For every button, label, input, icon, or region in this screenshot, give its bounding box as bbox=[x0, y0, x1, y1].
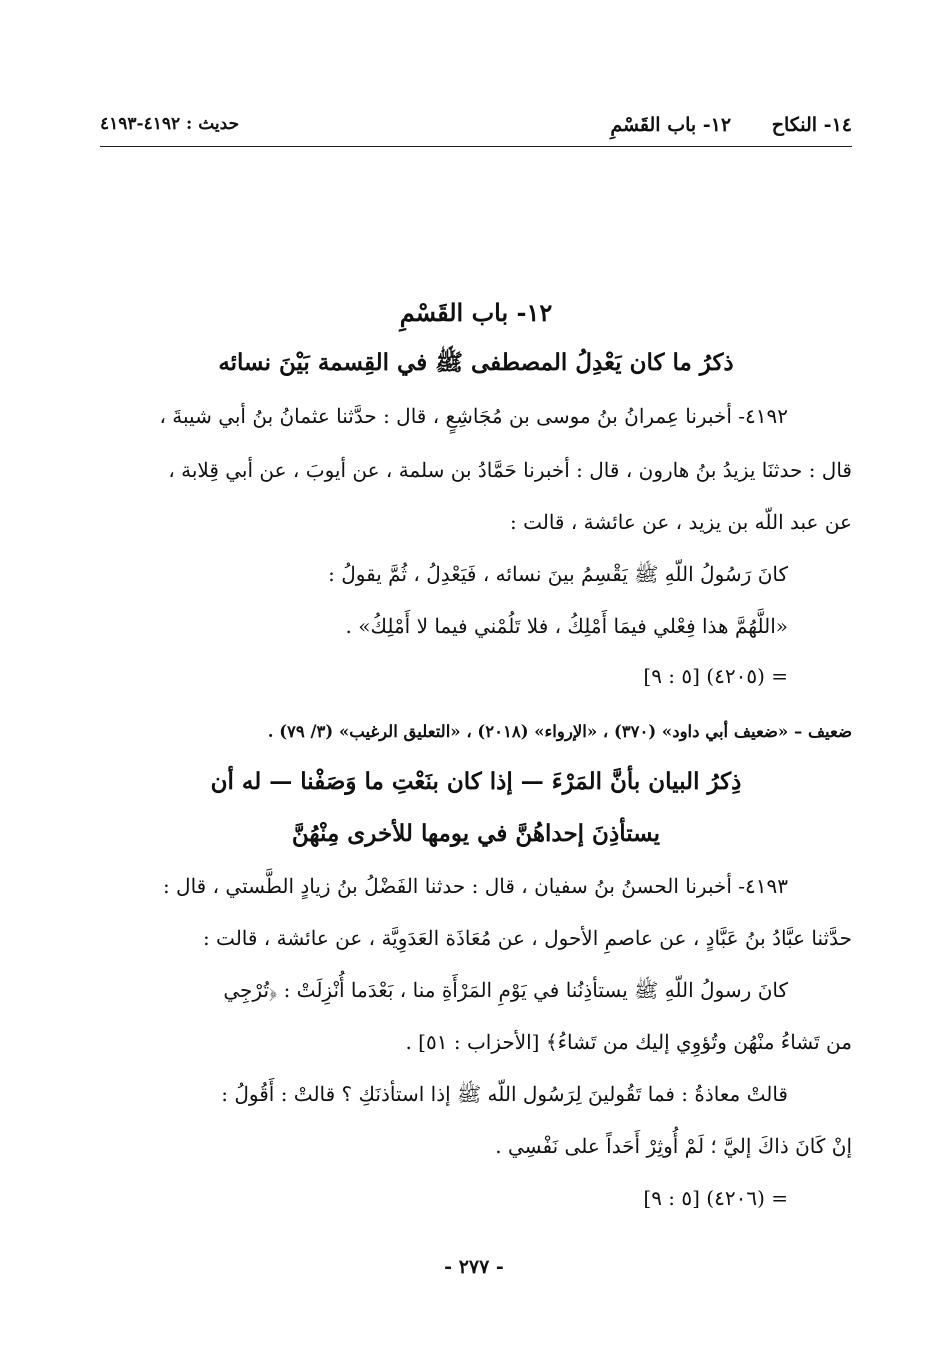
hadith-4193-line-2: حدَّثنا عبَّادُ بنُ عَبَّادٍ ، عن عاصمِ الأحول ، عن مُعَاذَة العَدَوِيَّة ، عن عائشة ، قالت : bbox=[202, 926, 852, 950]
chapter-title: ١٢- باب القَسْمِ bbox=[399, 298, 553, 327]
header-chapter: ١٤- النكاح bbox=[771, 114, 852, 136]
hadith-4192-line-3: عن عبد اللّه بن يزيد ، عن عائشة ، قالت : bbox=[509, 510, 852, 534]
heading-fairness: ذكرُ ما كان يَعْدِلُ المصطفى ﷺ في القِسمة بَيْنَ نسائه bbox=[218, 349, 734, 376]
hadith-4192-crossref: = (٤٢٠٥) [٥ : ٩] bbox=[643, 664, 788, 688]
heading-permission-line-2: يستأذِنَ إحداهُنَّ في يومها للأخرى مِنْهُنَّ bbox=[291, 820, 661, 847]
hadith-4193-line-3: كانَ رسولُ اللّهِ ﷺ يستأذِنُنا في يَوْمِ المَرْأَةِ منا ، بَعْدَما أُنْزِلَتْ : ﴿تُرْجِي bbox=[223, 978, 788, 1002]
header-chapter-section bbox=[610, 114, 852, 136]
grading-note: ضعيف – «ضعيف أبي داود» (٣٧٠) ، «الإرواء» (٢٠١٨) ، «التعليق الرغيب» (٣/ ٧٩) . bbox=[267, 722, 852, 741]
hadith-4193-line-4: من تَشاءُ منْهُن وتُؤوِي إليك من تَشاءُ﴾ [الأحزاب : ٥١] . bbox=[405, 1030, 852, 1054]
hadith-4192-line-5: «اللَّهُمَّ هذا فِعْلي فيمَا أَمْلِكُ ، فلا تَلُمْني فيما لا أَمْلِكُ» . bbox=[345, 614, 788, 638]
page-number: - ٢٧٧ - bbox=[444, 1256, 504, 1278]
hadith-4192-line-4: كانَ رَسُولُ اللّهِ ﷺ يَقْسِمُ بينَ نسائه ، فَيَعْدِلُ ، ثُمَّ يقولُ : bbox=[328, 562, 788, 586]
hadith-4193-line-6: إنْ كَانَ ذاكَ إليَّ ؛ لَمْ أُوثِرْ أَحَداً على نَفْسِي . bbox=[495, 1134, 852, 1158]
running-header bbox=[100, 108, 852, 147]
hadith-4192-line-2: قال : حدثنَا يزيدُ بنُ هارون ، قال : أخبرنا حَمَّادُ بن سلمة ، عن أيوبَ ، عن أبي قِلابة ، bbox=[168, 458, 852, 482]
hadith-4193-crossref: = (٤٢٠٦) [٥ : ٩] bbox=[643, 1186, 788, 1210]
hadith-4193-line-5: قالتْ معاذةُ : فما تَقُولينَ لِرَسُول اللّه ﷺ إذا استأذنَكِ ؟ قالتْ : أَقُولُ : bbox=[221, 1082, 788, 1106]
heading-permission-line-1: ذِكرُ البيان بأنَّ المَرْءَ — إذا كان بنَعْتِ ما وَصَفْنا — له أن bbox=[210, 768, 742, 795]
hadith-4193-line-1: ٤١٩٣- أخبرنا الحسنُ بنُ سفيان ، قال : حدثنا الفَضْلُ بنُ زيادٍ الطَّستي ، قال : bbox=[162, 874, 788, 898]
header-hadith-range: حديث : ٤١٩٢-٤١٩٣ bbox=[100, 114, 240, 134]
header-section: ١٢- باب القَسْمِ bbox=[610, 114, 732, 136]
hadith-4192-line-1: ٤١٩٢- أخبرنا عِمرانُ بنُ موسى بن مُجَاشِعٍ ، قال : حدَّثنا عثمانُ بنُ أبي شيبةَ ، bbox=[159, 404, 788, 428]
